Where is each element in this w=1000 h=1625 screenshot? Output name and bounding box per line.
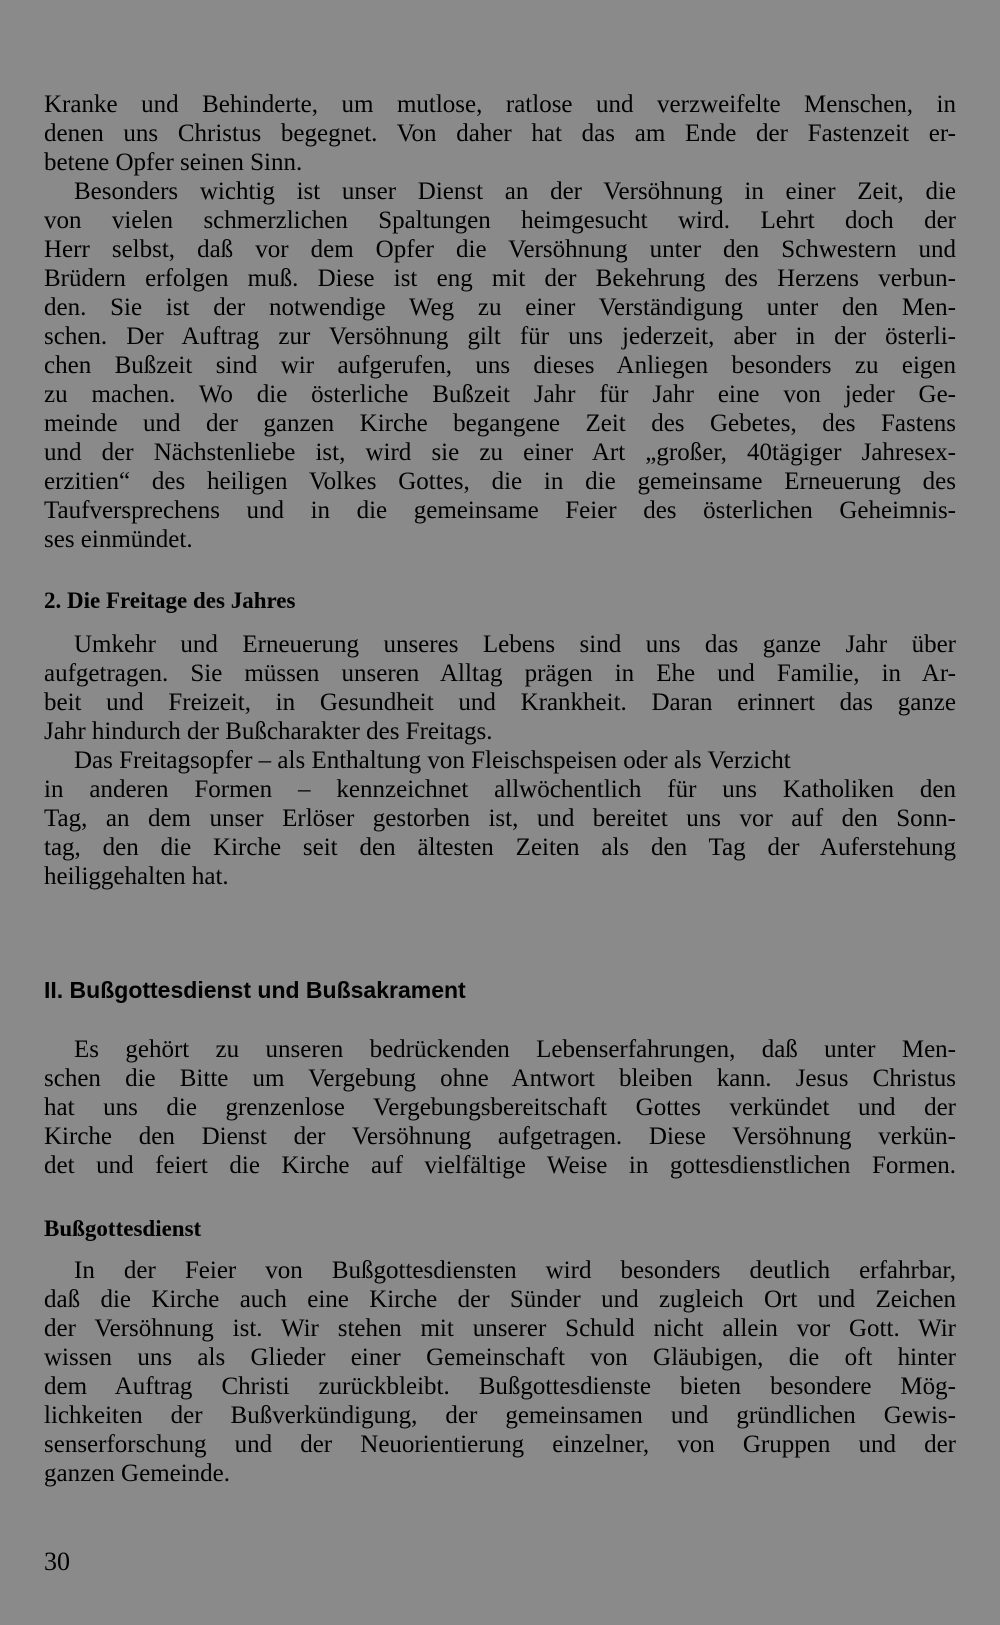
chapter-heading: II. Bußgottesdienst und Bußsakrament xyxy=(44,977,466,1003)
text-line: Taufversprechens und in die gemeinsame Feier des österlichen Geheimnis- xyxy=(44,497,956,524)
text-line: tag, den die Kirche seit den ältesten Zeiten als den Tag der Auferstehung xyxy=(44,834,956,861)
text-line: von vielen schmerzlichen Spaltungen heimgesucht wird. Lehrt doch der xyxy=(44,207,956,234)
text-line: denen uns Christus begegnet. Von daher hat das am Ende der Fastenzeit er- xyxy=(44,120,956,147)
section-heading: 2. Die Freitage des Jahres xyxy=(44,588,296,613)
page-body xyxy=(44,90,956,1488)
text-line: in anderen Formen – kennzeichnet allwöchentlich für uns Katholiken den xyxy=(44,776,956,803)
text-line: ganzen Gemeinde. xyxy=(44,1460,231,1487)
text-line: daß die Kirche auch eine Kirche der Sünder und zugleich Ort und Zeichen xyxy=(44,1286,956,1313)
text-line: wissen uns als Glieder einer Gemeinschaft von Gläubigen, die oft hinter xyxy=(44,1344,956,1371)
subsection-heading: Bußgottesdienst xyxy=(44,1216,202,1241)
text-line: Tag, an dem unser Erlöser gestorben ist, und bereitet uns vor auf den Sonn- xyxy=(44,805,956,832)
text-line: senserforschung und der Neuorientierung einzelner, von Gruppen und der xyxy=(44,1431,956,1458)
text-line: und der Nächstenliebe ist, wird sie zu einer Art „großer, 40tägiger Jahresex- xyxy=(44,439,956,466)
text-line: heiliggehalten hat. xyxy=(44,863,229,890)
text-line: lichkeiten der Bußverkündigung, der gemeinsamen und gründlichen Gewis- xyxy=(44,1402,956,1429)
text-line: Jahr hindurch der Bußcharakter des Freitags. xyxy=(44,718,493,745)
text-line: dem Auftrag Christi zurückbleibt. Bußgottesdienste bieten besondere Mög- xyxy=(44,1373,956,1400)
text-line: aufgetragen. Sie müssen unseren Alltag prägen in Ehe und Familie, in Ar- xyxy=(44,660,956,687)
paragraph-body xyxy=(44,90,956,554)
text-line: schen. Der Auftrag zur Versöhnung gilt für uns jederzeit, aber in der österli- xyxy=(44,323,956,350)
text-line: chen Bußzeit sind wir aufgerufen, uns dieses Anliegen besonders zu eigen xyxy=(44,352,956,379)
text-line: ses einmündet. xyxy=(44,526,193,553)
text-line: beit und Freizeit, in Gesundheit und Krankheit. Daran erinnert das ganze xyxy=(44,689,956,716)
text-line: In der Feier von Bußgottesdiensten wird besonders deutlich erfahrbar, xyxy=(74,1257,956,1284)
page-number: 30 xyxy=(44,1547,70,1576)
text-line: meinde und der ganzen Kirche begangene Zeit des Gebetes, des Fastens xyxy=(44,410,956,437)
paragraph-body xyxy=(44,1035,956,1180)
text-line: Das Freitagsopfer – als Enthaltung von Fleischspeisen oder als Verzicht xyxy=(74,747,791,774)
text-line: Herr selbst, daß vor dem Opfer die Versöhnung unter den Schwestern und xyxy=(44,236,956,263)
text-line: der Versöhnung ist. Wir stehen mit unserer Schuld nicht allein vor Gott. Wir xyxy=(44,1315,956,1342)
text-line: den. Sie ist der notwendige Weg zu einer Verständigung unter den Men- xyxy=(44,294,956,321)
text-line: hat uns die grenzenlose Vergebungsbereitschaft Gottes verkündet und der xyxy=(44,1094,956,1121)
text-line: Es gehört zu unseren bedrückenden Lebenserfahrungen, daß unter Men- xyxy=(74,1036,956,1063)
text-line: zu machen. Wo die österliche Bußzeit Jahr für Jahr eine von jeder Ge- xyxy=(44,381,956,408)
text-line: Kirche den Dienst der Versöhnung aufgetragen. Diese Versöhnung verkün- xyxy=(44,1123,956,1150)
paragraph-body xyxy=(44,1256,956,1488)
paragraph-body xyxy=(44,630,956,891)
text-line: Besonders wichtig ist unser Dienst an der Versöhnung in einer Zeit, die xyxy=(74,178,956,205)
text-line: Umkehr und Erneuerung unseres Lebens sind uns das ganze Jahr über xyxy=(74,631,956,658)
text-line: Kranke und Behinderte, um mutlose, ratlose und verzweifelte Menschen, in xyxy=(44,91,956,118)
text-line: det und feiert die Kirche auf vielfältige Weise in gottesdienstlichen Formen. xyxy=(44,1152,956,1179)
text-line: erzitien“ des heiligen Volkes Gottes, die in die gemeinsame Erneuerung des xyxy=(44,468,956,495)
text-line: betene Opfer seinen Sinn. xyxy=(44,149,303,176)
text-line: schen die Bitte um Vergebung ohne Antwort bleiben kann. Jesus Christus xyxy=(44,1065,956,1092)
text-line: Brüdern erfolgen muß. Diese ist eng mit der Bekehrung des Herzens verbun- xyxy=(44,265,956,292)
